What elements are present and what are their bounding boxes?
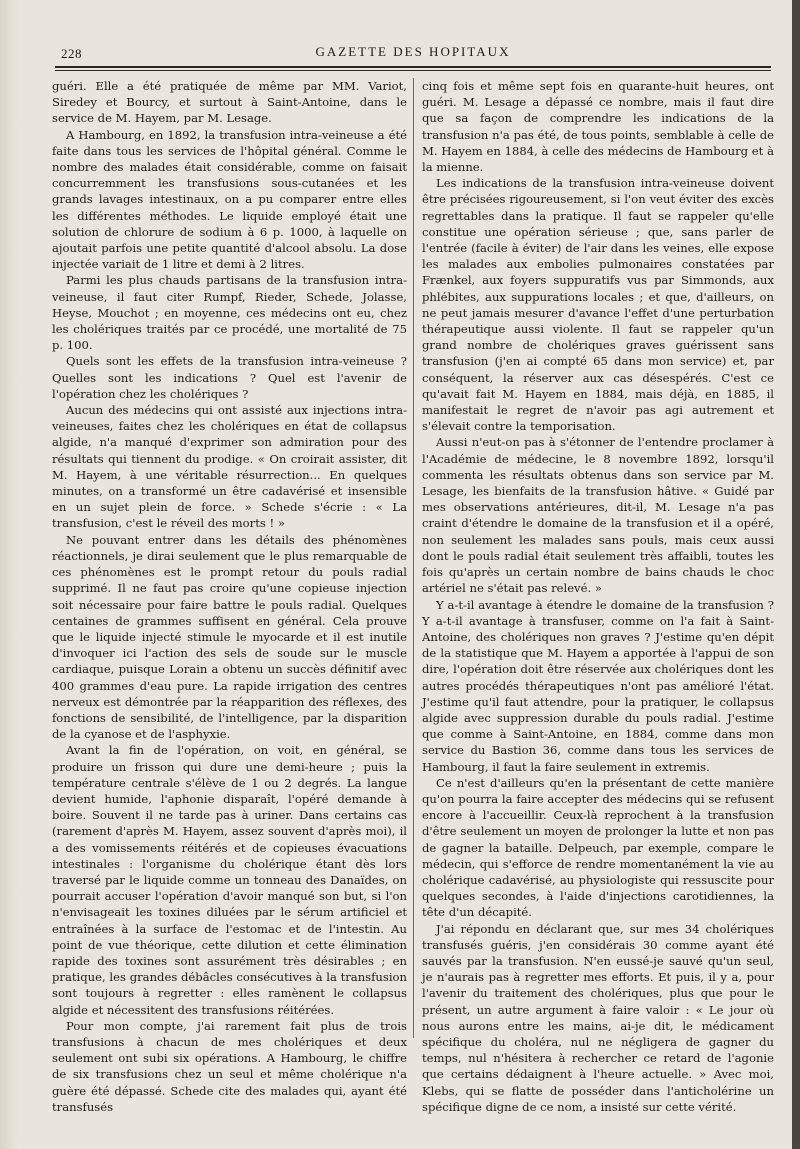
paragraph: Pour mon compte, j'ai rarement fait plus de trois transfusions à chacun de mes cholériques et deux seulement ont subi six opérations. A Hambourg, le chiffre de six transfusions chez un seul et même cholérique n'a guère été dépassé. Schede cite des malades qui, ayant été transfusés bbox=[52, 1018, 407, 1114]
header-rule-thin bbox=[55, 70, 771, 71]
page-header bbox=[55, 44, 771, 66]
paragraph: cinq fois et même sept fois en quarante-huit heures, ont guéri. M. Lesage a dépassé ce nombre, mais il faut dire que sa façon de comprendre les indications de la transfusion n'a pas été, de tous points, semblable à celle de M. Hayem en 1884, à celle des médecins de Hambourg et à la mienne. bbox=[422, 79, 774, 175]
page-gutter-shadow bbox=[0, 0, 18, 1149]
paragraph: J'ai répondu en déclarant que, sur mes 34 cholériques transfusés guéris, j'en considérais 30 comme ayant été sauvés par la transfusion. N'en eussé-je sauvé qu'un seul, je n'aurais pas à regretter mes efforts. Et puis, il y a, pour l'avenir du traitement des cholériques, plus que pour le présent, un autre argument à faire valoir : « Le jour où nous aurons entre les mains, ai-je dit, le médicament spécifique du choléra, nul ne négligera de gagner du temps, nul n'hésitera à rechercher ce retard de l'agonie que certains dédaignent à l'heure actuelle. » Avec moi, Klebs, qui se flatte de posséder dans l'anticholérine un spécifique digne de ce nom, a insisté sur cette vérité. bbox=[422, 921, 774, 1114]
paragraph: Ce n'est d'ailleurs qu'en la présentant de cette manière qu'on pourra la faire accepter des médecins qui se refusent encore à l'accueillir. Ceux-là reprochent à la transfusion d'être seulement un moyen de prolonger la lutte et non pas de gagner la bataille. Delpeuch, par exemple, compare le médecin, qui s'efforce de rendre momentanément la vie au cholérique cadavérisé, au physiologiste qui ressuscite pour quelques secondes, à l'aide d'injections carotidiennes, la tête d'un décapité. bbox=[422, 775, 774, 920]
header-rule-thick bbox=[55, 66, 771, 68]
paragraph: Les indications de la transfusion intra-veineuse doivent être précisées rigoureusement, si l'on veut éviter des excès regrettables dans la pratique. Il faut se rappeler qu'elle constitue une opération sérieuse ; que, sans parler de l'entrée (facile à éviter) de l'air dans les veines, elle expose les malades aux embolies pulmonaires constatées par Frænkel, aux foyers suppuratifs vus par Simmonds, aux phlébites, aux suppurations locales ; et que, d'ailleurs, on ne peut jamais mesurer d'avance l'effet d'une perturbation thérapeutique aussi violente. Il faut se rappeler qu'un grand nombre de cholériques graves guérissent sans transfusion (j'en ai compté 65 dans mon service) et, par conséquent, la réserver aux cas désespérés. C'est ce qu'avait fait M. Hayem en 1884, mais déjà, en 1885, il manifestait le regret de n'avoir pas agi autrement et s'élevait contre la temporisation. bbox=[422, 176, 774, 434]
left-column bbox=[52, 78, 407, 1115]
paragraph: Y a-t-il avantage à étendre le domaine de la transfusion ? Y a-t-il avantage à transfuser, comme on l'a fait à Saint-Antoine, des cholériques non graves ? J'estime qu'en dépit de la statistique que M. Hayem a apportée à l'appui de son dire, l'opération doit être réservée aux cholériques dont les autres procédés thérapeutiques n'ont pas amélioré l'état. J'estime qu'il faut attendre, pour la pratiquer, le collapsus algide avec suppression durable du pouls radial. J'estime que comme à Saint-Antoine, en 1884, comme dans mon service du Bastion 36, comme dans tous les services de Hambourg, il faut la faire seulement in extremis. bbox=[422, 597, 774, 774]
paragraph: Aussi n'eut-on pas à s'étonner de l'entendre proclamer à l'Académie de médecine, le 8 novembre 1892, lorsqu'il commenta les résultats obtenus dans son service par M. Lesage, les bienfaits de la transfusion hâtive. « Guidé par mes observations antérieures, dit-il, M. Lesage n'a pas craint d'étendre le domaine de la transfusion et il a opéré, non seulement les malades sans pouls, mais ceux aussi dont le pouls radial était seulement très affaibli, toutes les fois qu'après un certain nombre de bains chauds le choc artériel ne s'était pas relevé. » bbox=[422, 435, 774, 596]
right-column bbox=[422, 78, 774, 1115]
page-edge bbox=[792, 0, 800, 1149]
running-title: GAZETTE DES HOPITAUX bbox=[315, 44, 511, 59]
page-number: 228 bbox=[61, 46, 82, 61]
paragraph: A Hambourg, en 1892, la transfusion intra-veineuse a été faite dans tous les services de l'hôpital général. Comme le nombre des malades était considérable, comme on faisait concurremment les transfusions sous-cutanées et les grands lavages intestinaux, on a pu comparer entre elles les différentes méthodes. Le liquide employé était une solution de chlorure de sodium à 6 p. 1000, à laquelle on ajoutait parfois une petite quantité d'alcool absolu. La dose injectée variait de 1 litre et demi à 2 litres. bbox=[52, 127, 407, 272]
paragraph: Avant la fin de l'opération, on voit, en général, se produire un frisson qui dure une demi-heure ; puis la température centrale s'élève de 1 ou 2 degrés. La langue devient humide, l'aphonie disparaît, l'opéré demande à boire. Souvent il ne tarde pas à uriner. Dans certains cas (rarement d'après M. Hayem, assez souvent d'après moi), il a des vomissements réitérés et de copieuses évacuations intestinales : l'organisme du cholérique étant dès lors traversé par le liquide comme un tonneau des Danaïdes, on pourrait accuser l'opération d'avoir manqué son but, si l'on n'envisageait les toxines diluées par le sérum artificiel et entraînées à la surface de l'estomac et de l'intestin. Au point de vue théorique, cette dilution et cette élimination rapide des toxines sont assurément très désirables ; en pratique, les grandes débâcles consécutives à la transfusion sont toujours à regretter : elles ramènent le collapsus algide et nécessitent des transfusions réitérées. bbox=[52, 743, 407, 1017]
paragraph: Aucun des médecins qui ont assisté aux injections intra-veineuses, faites chez les cholériques en état de collapsus algide, n'a manqué d'exprimer son admiration pour des résultats qui tiennent du prodige. « On croirait assister, dit M. Hayem, à une véritable résurrection... En quelques minutes, on a transformé un être cadavérisé et insensible en un sujet plein de force. » Schede s'écrie : « La transfusion, c'est le réveil des morts ! » bbox=[52, 403, 407, 531]
paragraph: guéri. Elle a été pratiquée de même par MM. Variot, Siredey et Bourcy, et surtout à Saint-Antoine, dans le service de M. Hayem, par M. Lesage. bbox=[52, 79, 407, 126]
paragraph: Quels sont les effets de la transfusion intra-veineuse ? Quelles sont les indications ? Quel est l'avenir de l'opération chez les cholériques ? bbox=[52, 354, 407, 401]
paragraph: Parmi les plus chauds partisans de la transfusion intra-veineuse, il faut citer Rumpf, Rieder, Schede, Jolasse, Heyse, Mouchot ; en moyenne, ces médecins ont eu, chez les cholériques traités par ce procédé, une mortalité de 75 p. 100. bbox=[52, 273, 407, 353]
paragraph: Ne pouvant entrer dans les détails des phénomènes réactionnels, je dirai seulement que le plus remarquable de ces phénomènes est le prompt retour du pouls radial supprimé. Il ne faut pas croire qu'une copieuse injection soit nécessaire pour faire battre le pouls radial. Quelques centaines de grammes suffisent en général. Cela prouve que le liquide injecté stimule le myocarde et il est inutile d'invoquer ici l'action des sels de soude sur le muscle cardiaque, puisque Lorain a obtenu un succès définitif avec 400 grammes d'eau pure. La rapide irrigation des centres nerveux est démontrée par la réapparition des réflexes, des fonctions de sensibilité, de l'intelligence, par la disparition de la cyanose et de l'asphyxie. bbox=[52, 532, 407, 742]
column-divider bbox=[413, 78, 414, 1038]
